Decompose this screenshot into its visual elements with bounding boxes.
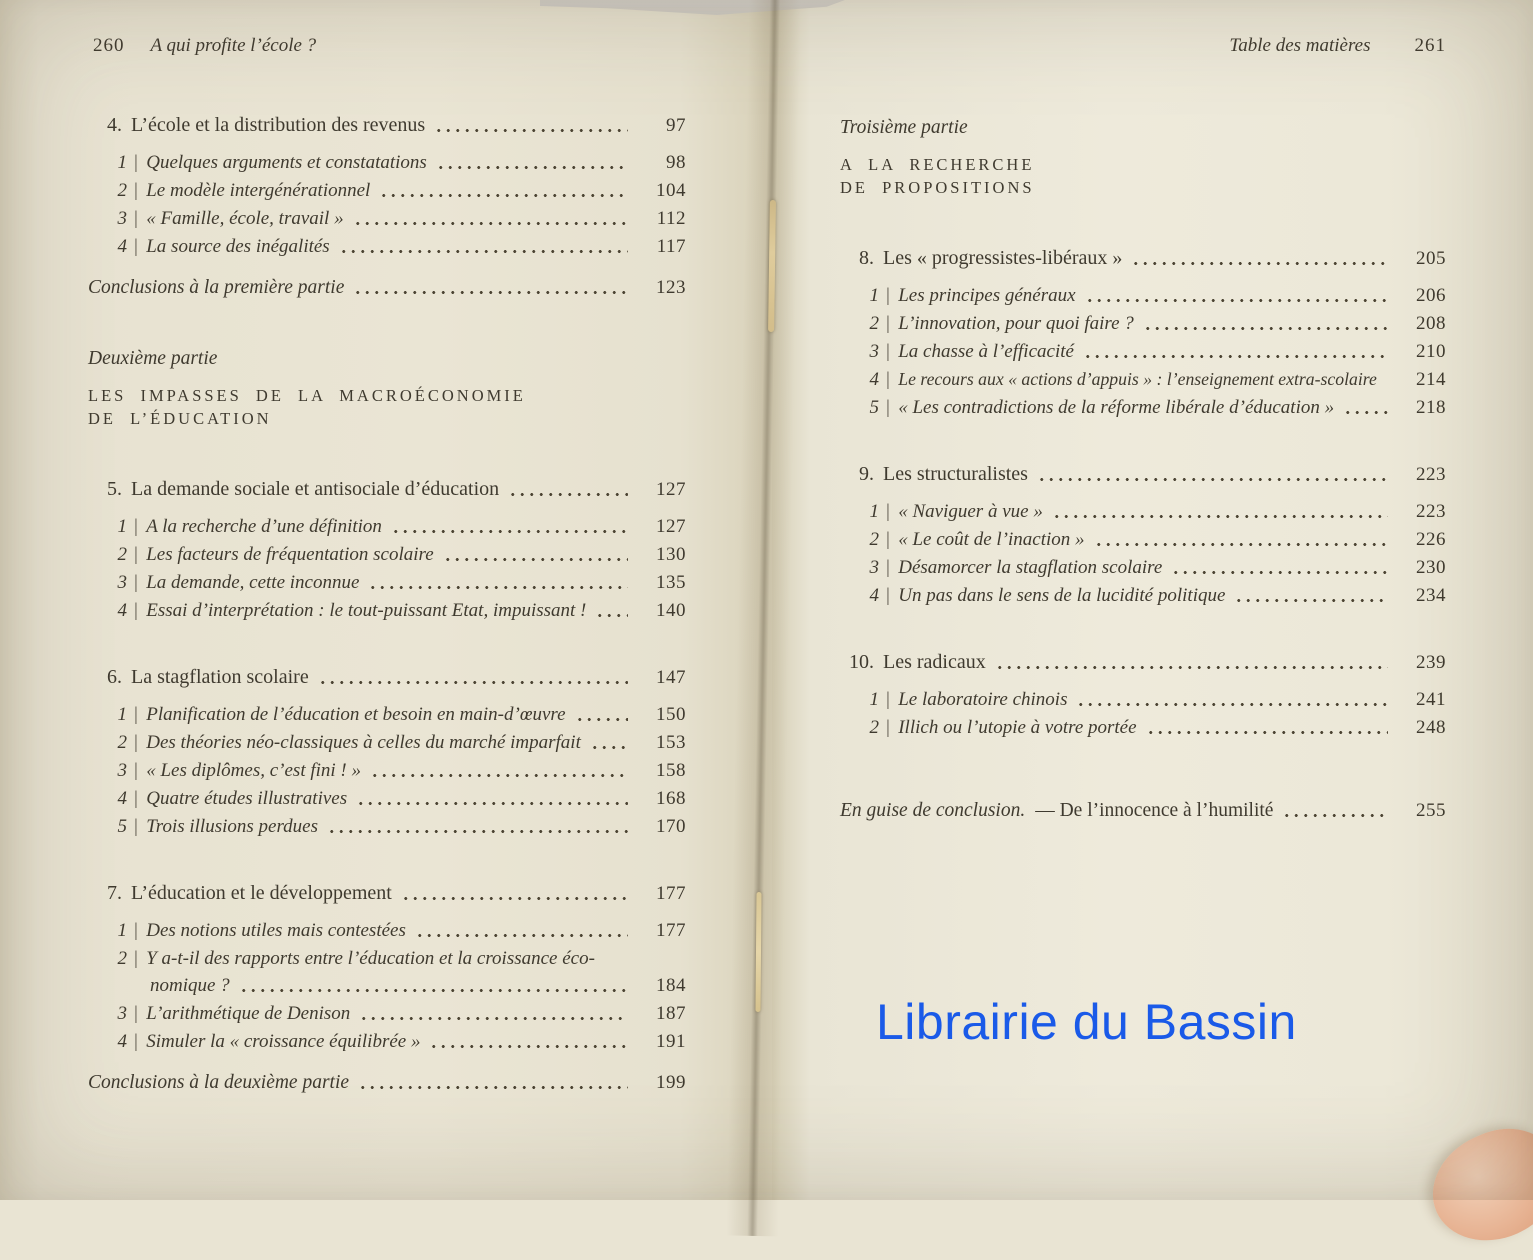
part-heading [840,114,1446,199]
entry-title: Planification de l’éducation et besoin en main-d’œuvre [146,704,566,725]
dot-leader [353,221,628,226]
left-toc-entries [88,112,686,1096]
toc-entry-chapter [88,112,686,139]
toc-entry-sub [114,205,686,232]
entry-page-number: 248 [1416,717,1446,738]
right-page-number: 261 [1414,35,1446,56]
toc-entry-sub [866,554,1446,581]
dot-leader [1282,813,1388,818]
toc-entry-sub [866,582,1446,609]
entry-number: 5. [107,478,122,500]
entry-page-number: 150 [656,704,686,725]
toc-entry-sub [114,1028,686,1055]
divider-bar: | [885,341,891,362]
entry-page-number: 135 [656,572,686,593]
entry-title: Des théories néo-classiques à celles du marché imparfait [146,732,581,753]
part-label: Troisième partie [840,117,968,138]
entry-title: Le modèle intergénérationnel [146,180,371,201]
right-toc-entries [840,114,1446,824]
toc-entry-sub [866,366,1446,393]
dot-leader [1085,298,1388,303]
entry-page-number: 97 [666,115,686,136]
part-label: Deuxième partie [88,348,218,369]
dot-leader [368,585,628,590]
dot-leader [359,1016,628,1021]
toc-entry-sub [866,686,1446,713]
entry-title: Quatre études illustratives [146,788,348,809]
dot-leader [327,829,628,834]
entry-page-number: 112 [656,208,686,229]
dot-leader [995,665,1388,670]
entry-page-number: 226 [1416,529,1446,550]
dot-leader [239,988,628,993]
dot-leader [1131,261,1388,266]
part-title-line: DE L’ÉDUCATION [88,409,272,428]
dot-leader [401,896,628,901]
entry-title: Un pas dans le sens de la lucidité politique [898,585,1226,606]
divider-bar: | [133,208,139,229]
entry-page-number: 158 [656,760,686,781]
entry-title: La stagflation scolaire [131,666,309,688]
divider-bar: | [885,501,891,522]
entry-number: 4 [117,236,127,257]
entry-page-number: 234 [1416,585,1446,606]
dot-leader [1143,326,1388,331]
binding-stitch-bottom [755,892,761,1012]
divider-bar: | [133,788,139,809]
divider-bar: | [133,1031,139,1052]
toc-entry-sub [114,917,686,944]
toc-entry-sub [866,310,1446,337]
entry-title: La source des inégalités [146,236,330,257]
entry-title: L’école et la distribution des revenus [131,114,426,136]
entry-line-2 [150,972,686,999]
entry-page-number: 191 [656,1031,686,1052]
entry-page-number: 214 [1416,369,1446,390]
right-page-header [840,34,1446,58]
entry-title: Conclusions à la deuxième partie [88,1072,350,1093]
divider-bar: | [885,689,891,710]
entry-title-roman: — De l’innocence à l’humilité [1035,800,1274,821]
toc-entry-sub [866,526,1446,553]
entry-title: Le laboratoire chinois [898,689,1068,710]
divider-bar: | [133,236,139,257]
entry-page-number: 199 [656,1072,686,1093]
part-title-line: LES IMPASSES DE LA MACROÉCONOMIE [88,386,526,405]
entry-number: 1 [869,501,879,522]
entry-title: Y a-t-il des rapports entre l’éducation et la croissance éco- [146,948,595,969]
entry-page-number: 239 [1416,652,1446,673]
entry-page-number: 177 [656,883,686,904]
dot-leader [434,128,628,133]
entry-page-number: 205 [1416,248,1446,269]
entry-title: Simuler la « croissance équilibrée » [146,1031,421,1052]
toc-entry-sub [114,569,686,596]
divider-bar: | [133,760,139,781]
entry-page-number: 206 [1416,285,1446,306]
divider-bar: | [885,717,891,738]
entry-number: 1 [117,152,127,173]
dot-leader [595,613,628,618]
toc-entry-sub [866,338,1446,365]
toc-entry-sub-two-line [88,945,686,999]
entry-page-number: 117 [656,236,686,257]
toc-entry-chapter [88,880,686,907]
entry-number: 1 [117,920,127,941]
entry-title: L’arithmétique de Denison [146,1003,351,1024]
toc-entry-sub [114,177,686,204]
dot-leader [590,745,628,750]
dot-leader [1076,702,1388,707]
entry-page-number: 127 [656,479,686,500]
entry-title: Trois illusions perdues [146,816,318,837]
dot-leader [1146,730,1388,735]
entry-title: « Famille, école, travail » [146,208,344,229]
entry-number: 9. [859,463,874,485]
divider-bar: | [133,600,139,621]
entry-number: 3 [117,1003,127,1024]
entry-number: 4 [117,600,127,621]
dot-leader [391,529,628,534]
entry-number: 7. [107,882,122,904]
right-page-content [840,34,1446,824]
entry-line-1 [114,945,686,972]
entry-title: Le recours aux « actions d’appuis » : l’enseignement extra-scolaire [898,369,1377,389]
entry-number: 2 [117,732,127,753]
dot-leader [1343,410,1388,415]
entry-page-number: 208 [1416,313,1446,334]
entry-title: Les structuralistes [883,463,1028,485]
entry-number: 1 [869,285,879,306]
entry-title: Les principes généraux [898,285,1076,306]
entry-title: Les « progressistes-libéraux » [883,247,1123,269]
entry-page-number: 187 [656,1003,686,1024]
toc-entry-chapter [88,476,686,503]
entry-page-number: 218 [1416,397,1446,418]
toc-entry-sub [866,394,1446,421]
entry-title-italic: En guise de conclusion. [840,800,1026,821]
entry-number: 1 [117,704,127,725]
divider-bar: | [133,572,139,593]
dot-leader [1234,598,1388,603]
entry-number: 2 [117,544,127,565]
toc-entry-sub [866,498,1446,525]
dot-leader [443,557,628,562]
divider-bar: | [885,313,891,334]
entry-number: 5 [117,816,127,837]
divider-bar: | [885,369,891,390]
entry-title: Essai d’interprétation : le tout-puissant Etat, impuissant ! [146,600,587,621]
entry-page-number: 140 [656,600,686,621]
divider-bar: | [133,704,139,725]
left-page-header [88,34,686,58]
dot-leader [339,249,628,254]
entry-page-number: 177 [656,920,686,941]
part-heading [88,345,686,430]
toc-entry-chapter [840,245,1446,272]
entry-title: La chasse à l’efficacité [898,341,1074,362]
entry-page-number: 104 [656,180,686,201]
toc-entry-sub [114,233,686,260]
divider-bar: | [133,544,139,565]
entry-number: 10. [849,651,874,673]
entry-number: 1 [869,689,879,710]
entry-number: 3 [869,341,879,362]
toc-entry-chapter [840,461,1446,488]
entry-number: 2 [117,180,127,201]
dot-leader [1052,514,1388,519]
toc-entry-sub [866,714,1446,741]
entry-number: 4 [117,1031,127,1052]
toc-entry-sub [114,541,686,568]
dot-leader [1083,354,1388,359]
toc-entry-sub [114,785,686,812]
entry-page-number: 230 [1416,557,1446,578]
entry-title: L’innovation, pour quoi faire ? [898,313,1134,334]
entry-title: Quelques arguments et constatations [146,152,427,173]
right-running-title: Table des matières [1229,35,1371,56]
entry-page-number: 223 [1416,464,1446,485]
dot-leader [415,933,628,938]
toc-entry-sub [114,149,686,176]
toc-entry-sub [114,757,686,784]
bookseller-watermark: Librairie du Bassin [876,994,1297,1050]
toc-entry-conclusion [840,797,1446,824]
dot-leader [356,801,628,806]
entry-title-continued: nomique ? [150,975,230,996]
toc-entry-chapter [88,664,686,691]
entry-number: 4 [117,788,127,809]
dot-leader [508,492,628,497]
toc-entry-sub [114,513,686,540]
entry-title: Les facteurs de fréquentation scolaire [146,544,434,565]
entry-page-number: 241 [1416,689,1446,710]
entry-number: 2 [869,313,879,334]
entry-number: 8. [859,247,874,269]
divider-bar: | [133,180,139,201]
entry-number: 2 [869,717,879,738]
dot-leader [1037,477,1388,482]
entry-page-number: 210 [1416,341,1446,362]
toc-entry-sub [114,701,686,728]
entry-title: Les radicaux [883,651,986,673]
entry-title: Conclusions à la première partie [88,277,345,298]
divider-bar: | [885,285,891,306]
entry-number: 1 [117,516,127,537]
entry-title: Des notions utiles mais contestées [146,920,406,941]
entry-page-number: 170 [656,816,686,837]
toc-entry-conclusion [88,274,686,301]
divider-bar: | [133,816,139,837]
divider-bar: | [885,557,891,578]
entry-title: La demande sociale et antisociale d’éducation [131,478,500,500]
dot-leader [1094,542,1388,547]
toc-entry-sub [114,729,686,756]
dot-leader [429,1044,628,1049]
entry-page-number: 130 [656,544,686,565]
toc-entry-sub [114,597,686,624]
divider-bar: | [133,516,139,537]
entry-number: 3 [117,208,127,229]
entry-title: La demande, cette inconnue [146,572,360,593]
left-page-number: 260 [93,35,125,56]
entry-title: L’éducation et le développement [131,882,392,904]
entry-number: 3 [869,557,879,578]
entry-page-number: 184 [656,975,686,996]
divider-bar: | [885,585,891,606]
dot-leader [358,1085,628,1090]
entry-title: Désamorcer la stagflation scolaire [898,557,1163,578]
entry-number: 6. [107,666,122,688]
entry-page-number: 255 [1416,800,1446,821]
divider-bar: | [133,732,139,753]
left-running-title: A qui profite l’école ? [150,35,317,56]
divider-bar: | [133,1003,139,1024]
dot-leader [575,717,628,722]
toc-entry-sub [866,282,1446,309]
toc-entry-sub [114,1000,686,1027]
dot-leader [379,193,628,198]
dot-leader [436,165,628,170]
entry-number: 4. [107,114,122,136]
entry-number: 5 [869,397,879,418]
entry-number: 4 [869,585,879,606]
entry-page-number: 223 [1416,501,1446,522]
toc-entry-chapter [840,649,1446,676]
entry-number: 2 [117,948,127,969]
part-title-line: A LA RECHERCHE [840,155,1035,174]
part-title-line: DE PROPOSITIONS [840,178,1035,197]
divider-bar: | [133,152,139,173]
entry-number: 2 [869,529,879,550]
dot-leader [318,680,628,685]
divider-bar: | [885,529,891,550]
entry-title: « Les diplômes, c’est fini ! » [146,760,362,781]
toc-entry-sub [114,813,686,840]
entry-page-number: 168 [656,788,686,809]
entry-title: Illich ou l’utopie à votre portée [898,717,1137,738]
dot-leader [370,773,628,778]
divider-bar: | [133,920,139,941]
entry-page-number: 147 [656,667,686,688]
entry-title: « Naviguer à vue » [898,501,1043,522]
entry-number: 3 [117,572,127,593]
entry-page-number: 153 [656,732,686,753]
entry-page-number: 123 [656,277,686,298]
left-page-content [88,34,686,1096]
entry-number: 3 [117,760,127,781]
entry-page-number: 127 [656,516,686,537]
entry-page-number: 98 [666,152,686,173]
entry-title: « Les contradictions de la réforme libérale d’éducation » [898,397,1335,418]
entry-title: A la recherche d’une définition [146,516,382,537]
toc-entry-conclusion [88,1069,686,1096]
divider-bar: | [133,948,139,969]
entry-number: 4 [869,369,879,390]
dot-leader [353,290,628,295]
entry-title: « Le coût de l’inaction » [898,529,1085,550]
dot-leader [1171,570,1388,575]
divider-bar: | [885,397,891,418]
